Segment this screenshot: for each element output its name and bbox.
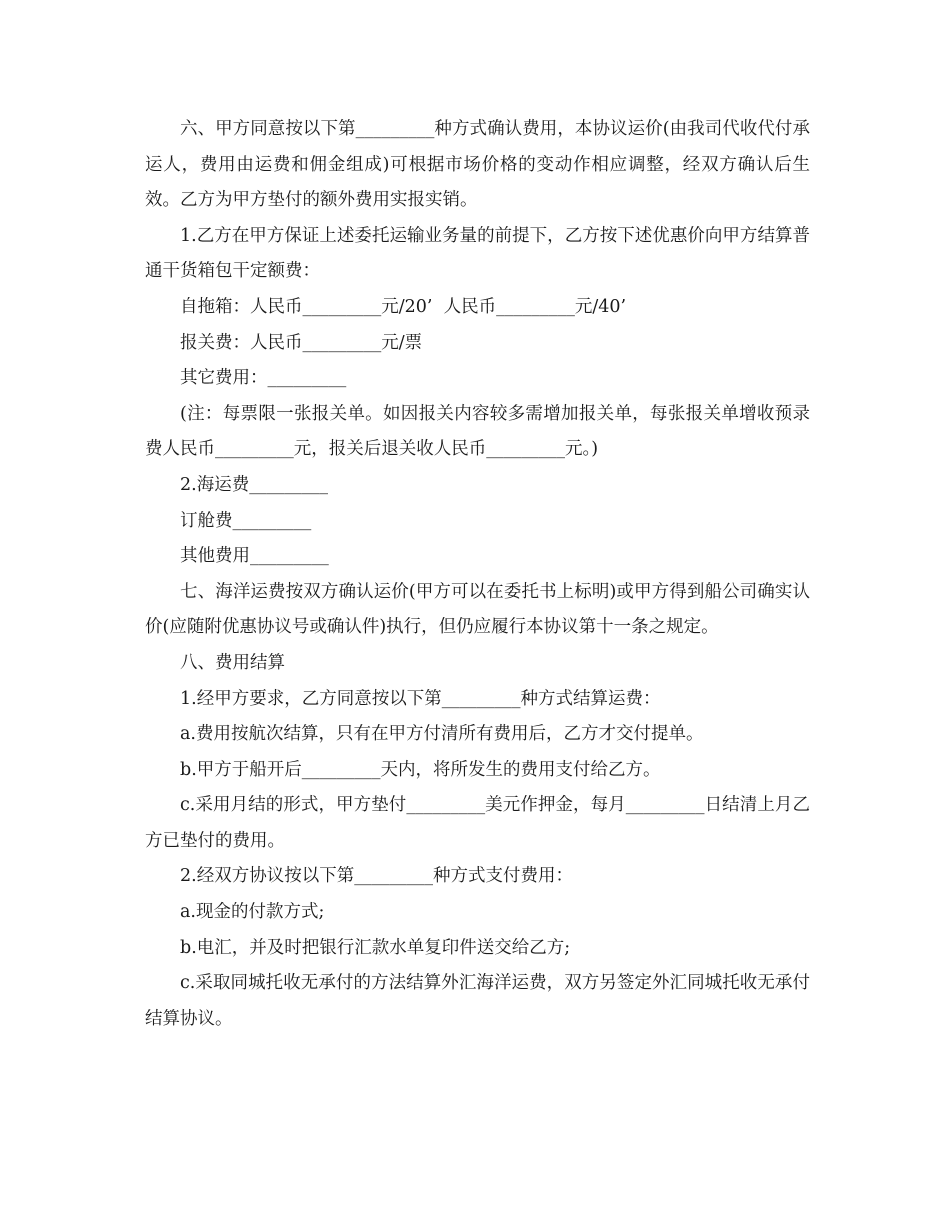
booking-fee-line: 订舱费_________ [180, 510, 312, 531]
payment-item-2: 2.经双方协议按以下第_________种方式支付费用： [180, 866, 573, 887]
settlement-option-a: a.费用按航次结算，只有在甲方付清所有费用后，乙方才交付提单。 [180, 724, 704, 745]
payment-option-c: c.采取同城托收无承付的方法结算外汇海洋运费，双方另签定外汇同城托收无承付结算协议。 [145, 973, 810, 1029]
clause-7-paragraph: 七、海洋运费按双方确认运价(甲方可以在委托书上标明)或甲方得到船公司确实认价(应随附优惠协议号或确认件)执行，但仍应履行本协议第十一条之规定。 [145, 581, 810, 638]
payment-option-a: a.现金的付款方式; [180, 902, 325, 923]
clause-6-paragraph: 六、甲方同意按以下第_________种方式确认费用，本协议运价(由我司代收代付承运人，费用由运费和佣金组成)可根据市场价格的变动作相应调整，经双方确认后生效。乙方为甲方垫付的额外费用实报实销。 [145, 119, 810, 211]
customs-note: (注：每票限一张报关单。如因报关内容较多需增加报关单，每张报关单增收预录费人民币_________元，报关后退关收人民币_________元。) [145, 403, 810, 460]
payment-option-b: b.电汇，并及时把银行汇款水单复印件送交给乙方; [180, 937, 571, 958]
settlement-option-b: b.甲方于船开后_________天内，将所发生的费用支付给乙方。 [180, 759, 661, 780]
misc-fees-line: 其他费用_________ [180, 546, 329, 567]
settlement-item-1: 1.经甲方要求，乙方同意按以下第_________种方式结算运费： [180, 688, 661, 709]
other-fees-line: 其它费用：_________ [180, 368, 347, 389]
self-towing-fee-line: 自拖箱：人民币_________元/20’ 人民币_________元/40’ [180, 296, 627, 317]
settlement-option-c: c.采用月结的形式，甲方垫付_________美元作押金，每月_________日结清上月乙方已垫付的费用。 [145, 795, 810, 851]
clause-6-item-1: 1.乙方在甲方保证上述委托运输业务量的前提下，乙方按下述优惠价向甲方结算普通干货箱包干定额费： [145, 225, 810, 282]
clause-8-heading: 八、费用结算 [180, 652, 285, 673]
document-body [145, 112, 810, 1037]
ocean-freight-line: 2.海运费_________ [180, 474, 328, 495]
customs-fee-line: 报关费：人民币_________元/票 [180, 332, 423, 353]
